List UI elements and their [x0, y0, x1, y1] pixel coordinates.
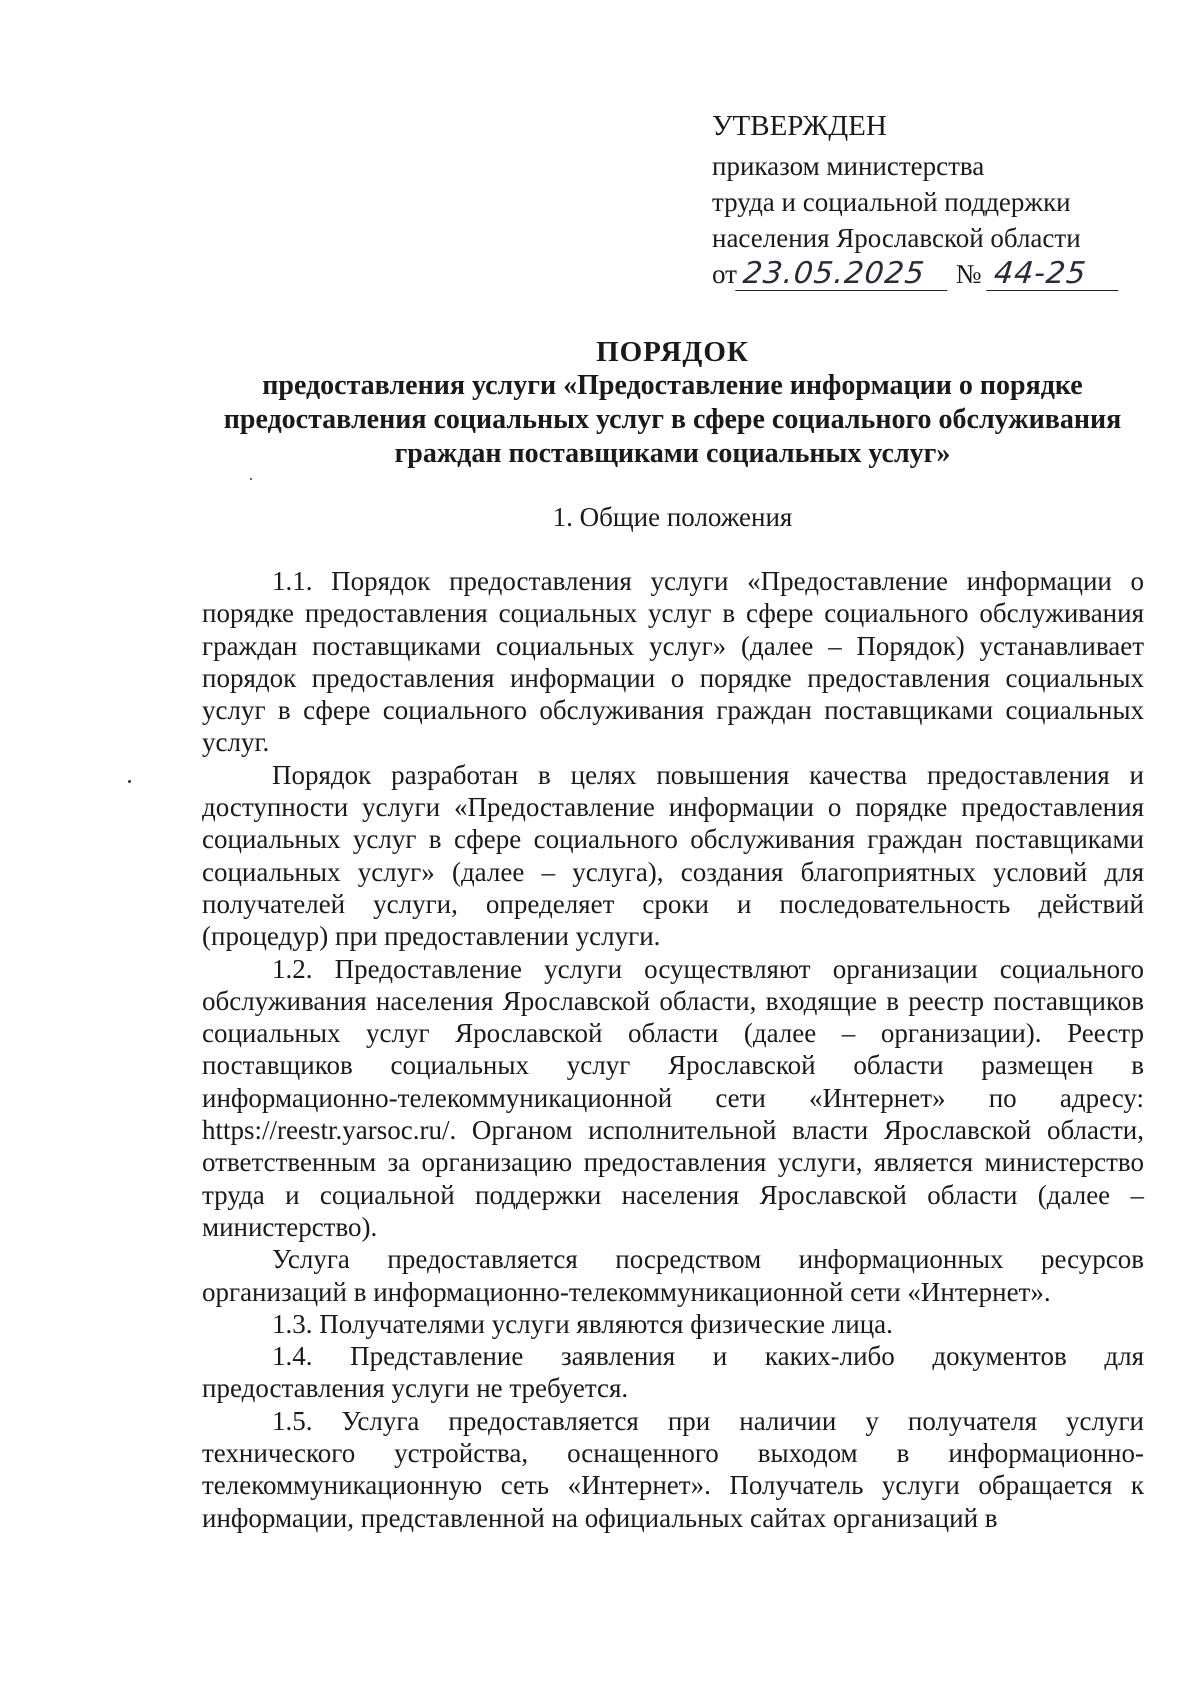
approval-line-2: труда и социальной поддержки: [712, 187, 1071, 217]
approval-line-3: населения Ярославской области: [712, 223, 1081, 253]
paragraph-resources: Услуга предоставляется посредством информационных ресурсов организаций в информационно-телекоммуникационной сети «Интернет».: [202, 1244, 1144, 1307]
paragraph-1-5: 1.5. Услуга предоставляется при наличии у получателя услуги технического устройства, оснащенного выходом в информационно-телекоммуникационную сеть «Интернет». Получатель услуги обращается к информации, представленной на официальных сайтах организаций в: [202, 1405, 1144, 1533]
approval-date-number-line: [712, 256, 1120, 292]
document-title-line-2: предоставления социальных услуг в сфере социального обслуживания: [223, 404, 1122, 435]
paragraph-purpose: Порядок разработан в целях повышения качества предоставления и доступности услуги «Предоставление информации о порядке предоставления социальных услуг в сфере социального обслуживания граждан поставщиками социальных услуг» (далее – услуга), создания благоприятных условий для получателей услуги, определяет сроки и последовательность действий (процедур) при предоставлении услуги.: [202, 759, 1144, 952]
handwritten-date: 23.05.2025: [735, 258, 950, 291]
paragraph-1-2: 1.2. Предоставление услуги осуществляют организации социального обслуживания населения Ярославской области, входящие в реестр поставщиков социальных услуг Ярославской области (далее – организации). Реестр поставщиков социальных услуг Ярославской области размещен в информационно-телекоммуникационной сети «Интернет» по адресу: https://reestr.yarsoc.ru/. Органом исполнительной власти Ярославской области, ответственным за организацию предоставления услуги, является министерство труда и социальной поддержки населения Ярославской области (далее – министерство).: [202, 953, 1144, 1242]
number-label: №: [955, 259, 982, 289]
document-title: [200, 335, 1145, 471]
paragraph-1-1: 1.1. Порядок предоставления услуги «Предоставление информации о порядке предоставления социальных услуг в сфере социального обслуживания граждан поставщиками социальных услуг» (далее – Порядок) устанавливает порядок предоставления информации о порядке предоставления социальных услуг в сфере социального обслуживания граждан поставщиками социальных услуг.: [202, 566, 1144, 758]
document-title-line-1: предоставления услуги «Предоставление информации о порядке: [262, 370, 1083, 401]
approved-title: УТВЕРЖДЕН: [712, 110, 887, 142]
paragraph-1-4: 1.4. Представление заявления и каких-либо документов для предоставления услуги не требуется.: [202, 1341, 1144, 1404]
from-label: от: [712, 259, 737, 289]
scan-speck: [250, 478, 252, 480]
section-heading: 1. Общие положения: [552, 502, 793, 532]
handwritten-number: 44-25: [986, 258, 1121, 291]
document-title-line-3: граждан поставщиками социальных услуг»: [394, 438, 951, 469]
body-text: [202, 565, 1144, 1534]
document-title-main: ПОРЯДОК: [596, 336, 749, 368]
paragraph-1-3: 1.3. Получателями услуги являются физические лица.: [272, 1308, 893, 1339]
approval-stamp-block: [712, 108, 1120, 292]
approval-line-1: приказом министерства: [712, 151, 985, 181]
scan-speck: [128, 780, 131, 783]
